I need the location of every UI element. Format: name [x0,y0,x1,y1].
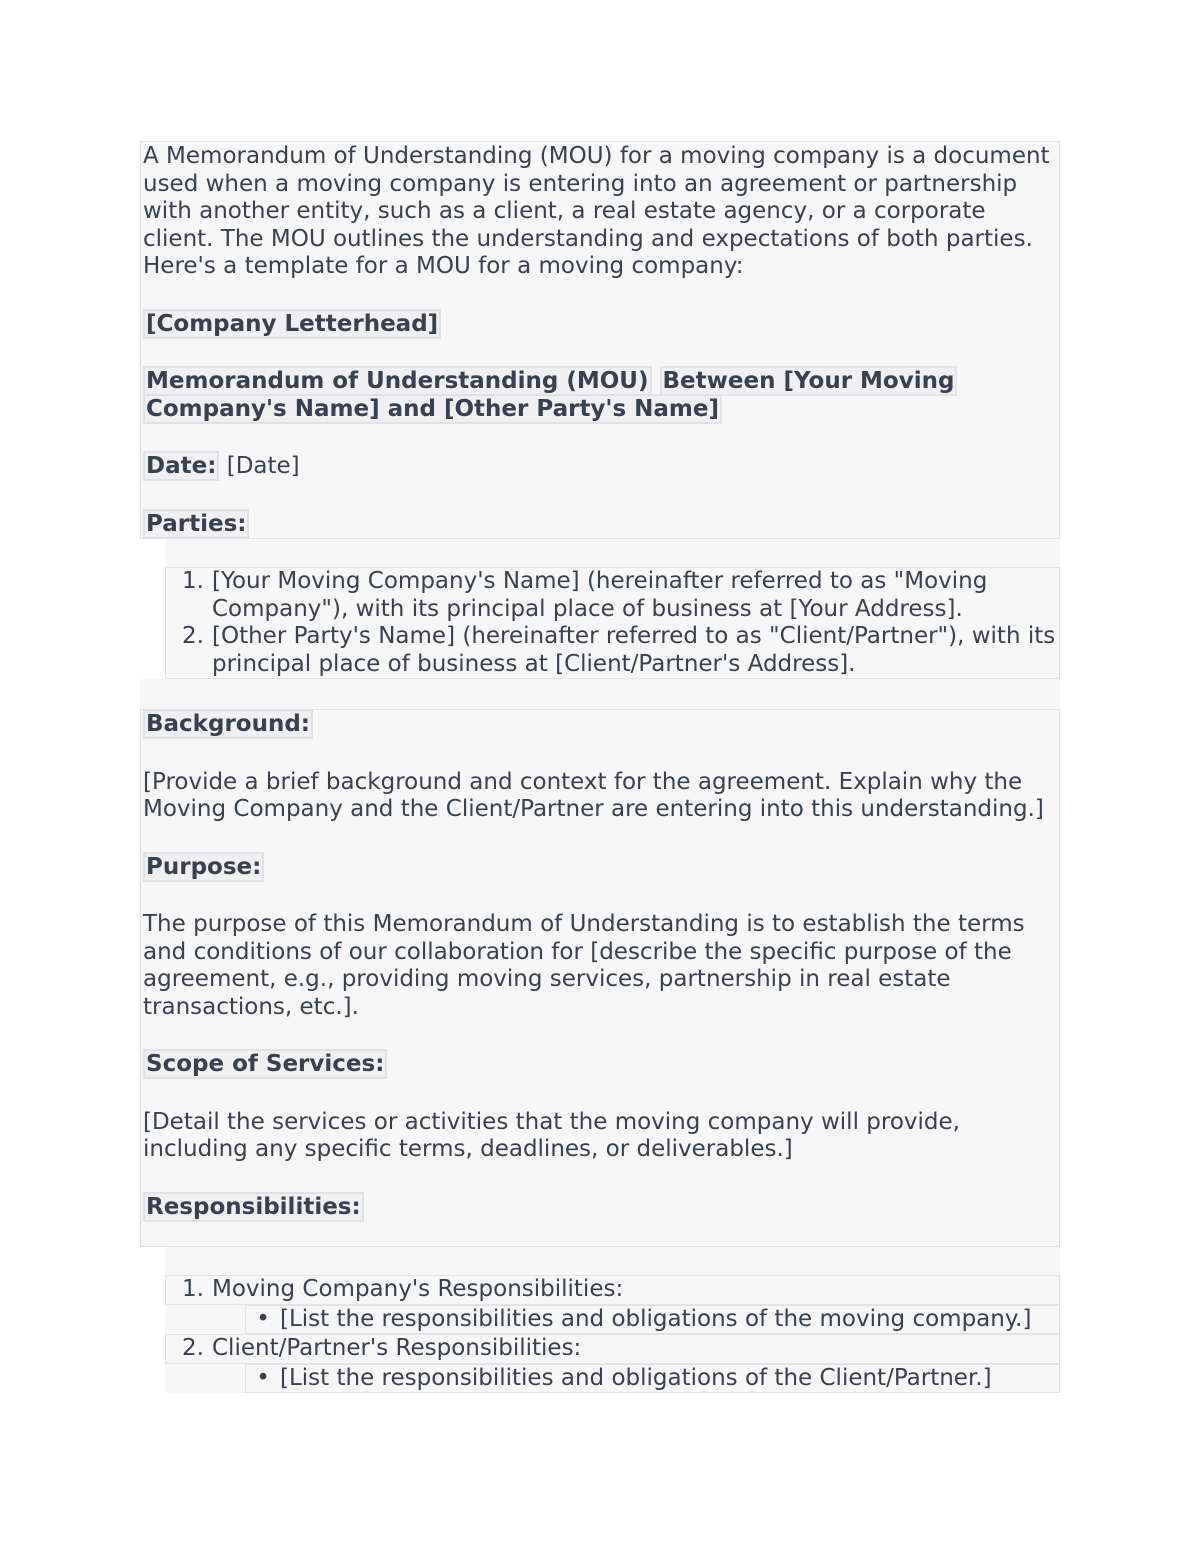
background-heading: Background: [143,709,313,739]
date-line [143,453,1057,481]
date-label: Date: [143,451,219,481]
purpose-heading-line [143,854,1057,882]
list-item-text: [Your Moving Company's Name] (hereinafter referred to as "Moving Company"), with its principal place of business at [Your Address]. [212,568,988,622]
list-number: 1. [182,1276,204,1302]
responsibilities-list-wrap [165,1247,1060,1393]
list-item [165,1334,1060,1393]
responsibilities-list [165,1275,1060,1393]
background-heading-line [143,710,1057,739]
parties-list-wrap [165,539,1060,679]
intro-block [140,141,1060,539]
sub-list-item [245,1305,1060,1335]
list-item [166,568,1059,623]
mou-title-part2: Between [Your Moving [660,366,958,396]
parties-list [165,567,1060,679]
mou-title-part1: Memorandum of Understanding (MOU) [143,366,652,396]
list-item [166,623,1059,678]
parties-heading: Parties: [143,509,249,539]
intro-paragraph: A Memorandum of Understanding (MOU) for a moving company is a document used when a moving company is entering into an agreement or partnership with another entity, such as a client, a real estate agency, or a corporate client. The MOU outlines the understanding and expectations of both parties. Here's a template for a MOU for a moving company: [143,143,1050,279]
parties-heading-line [143,511,1057,539]
mou-title [143,368,1057,423]
list-item [165,1275,1060,1334]
sub-list-item [245,1364,1060,1394]
responsibilities-heading-line [143,1194,1057,1222]
document-page [140,141,1060,1393]
date-value: [Date] [226,453,300,479]
list-item-text: [Other Party's Name] (hereinafter referred to as "Client/Partner"), with its principal place of business at [Client/Partner's Address]. [212,623,1056,677]
bullet-icon: • [256,1305,270,1332]
list-item-text: Client/Partner's Responsibilities: [212,1335,582,1361]
sub-list-item-text: [List the responsibilities and obligations of the Client/Partner.] [280,1364,992,1391]
list-number: 1. [182,568,204,594]
background-paragraph: [Provide a brief background and context for the agreement. Explain why the Moving Company and the Client/Partner are entering into this understanding.] [143,768,1044,822]
mou-title-part3: Company's Name] and [Other Party's Name] [143,394,722,424]
list-number: 2. [182,1335,204,1361]
scope-heading-line [143,1051,1057,1079]
scope-heading: Scope of Services: [143,1049,387,1079]
list-item-text: Moving Company's Responsibilities: [212,1276,624,1302]
purpose-heading: Purpose: [143,852,264,882]
sub-list-item-text: [List the responsibilities and obligations of the moving company.] [280,1305,1032,1332]
list-number: 2. [182,623,204,649]
scope-paragraph: [Detail the services or activities that the moving company will provide, including any specific terms, deadlines, or deliverables.] [143,1108,960,1162]
responsibilities-heading: Responsibilities: [143,1192,364,1222]
letterhead-line [143,311,1057,339]
letterhead-label: [Company Letterhead] [143,309,441,339]
body-block [140,709,1060,1247]
bullet-icon: • [256,1364,270,1391]
purpose-paragraph: The purpose of this Memorandum of Understanding is to establish the terms and conditions of our collaboration for [describe the specific purpose of the agreement, e.g., providing moving services, partnership in real estate transactions, etc.]. [143,911,1025,1020]
